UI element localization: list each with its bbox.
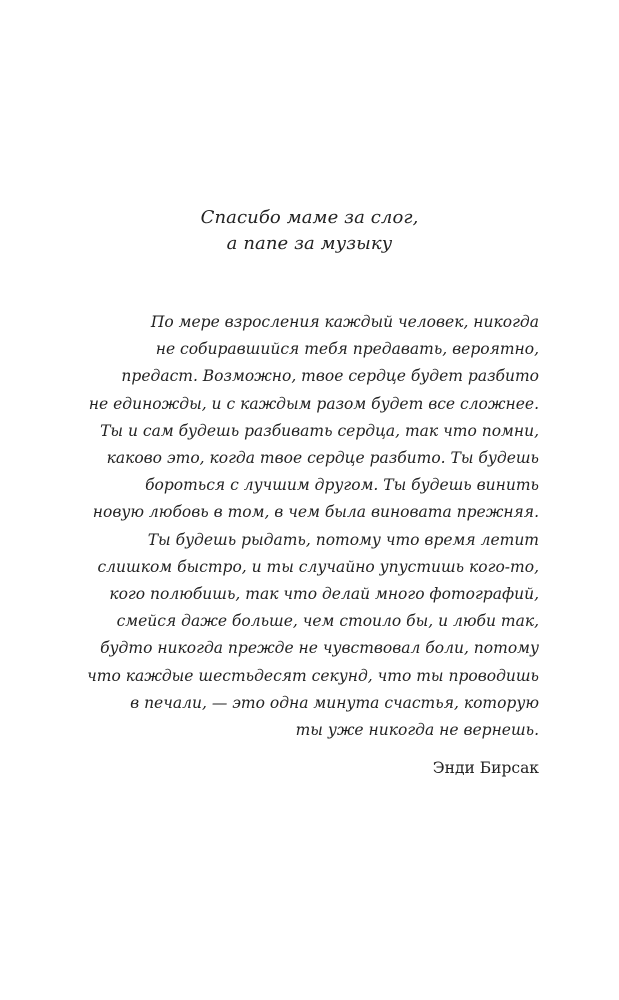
quote-line: новую любовь в том, в чем была виновата прежняя. (92, 503, 539, 522)
quote-line: По мере взросления каждый человек, никогда (150, 313, 539, 331)
dedication-line: а папе за музыку (226, 233, 393, 254)
dedication-line: Спасибо маме за слог, (200, 207, 419, 228)
quote-line: предаст. Возможно, твое сердце будет разбито (121, 367, 539, 386)
quote-line: не собиравшийся тебя предавать, вероятно, (155, 340, 539, 359)
quote-line: будто никогда прежде не чувствовал боли, потому (100, 639, 539, 658)
quote-line: бороться с лучшим другом. Ты будешь винить (145, 476, 539, 495)
quote-line: что каждые шестьдесят секунд, что ты проводишь (87, 666, 539, 685)
quote-line: Ты и сам будешь разбивать сердца, так что помни, (100, 421, 539, 440)
quote-line: кого полюбишь, так что делай много фотографий, (109, 585, 539, 604)
quote-line: каково это, когда твое сердце разбито. Ты будешь (106, 449, 539, 468)
quote-line: в печали, — это одна минута счастья, которую (130, 693, 539, 712)
quote-line: не единожды, и с каждым разом будет все сложнее. (88, 394, 539, 413)
epigraph-author: Энди Бирсак (432, 759, 539, 778)
quote-line: ты уже никогда не вернешь. (295, 721, 539, 740)
quote-line: смейся даже больше, чем стоило бы, и люби так, (116, 612, 539, 631)
epigraph (60, 309, 539, 779)
quote-line: Ты будешь рыдать, потому что время летит (147, 530, 539, 549)
dedication (0, 205, 619, 257)
quote-line: слишком быстро, и ты случайно упустишь кого-то, (97, 557, 539, 576)
